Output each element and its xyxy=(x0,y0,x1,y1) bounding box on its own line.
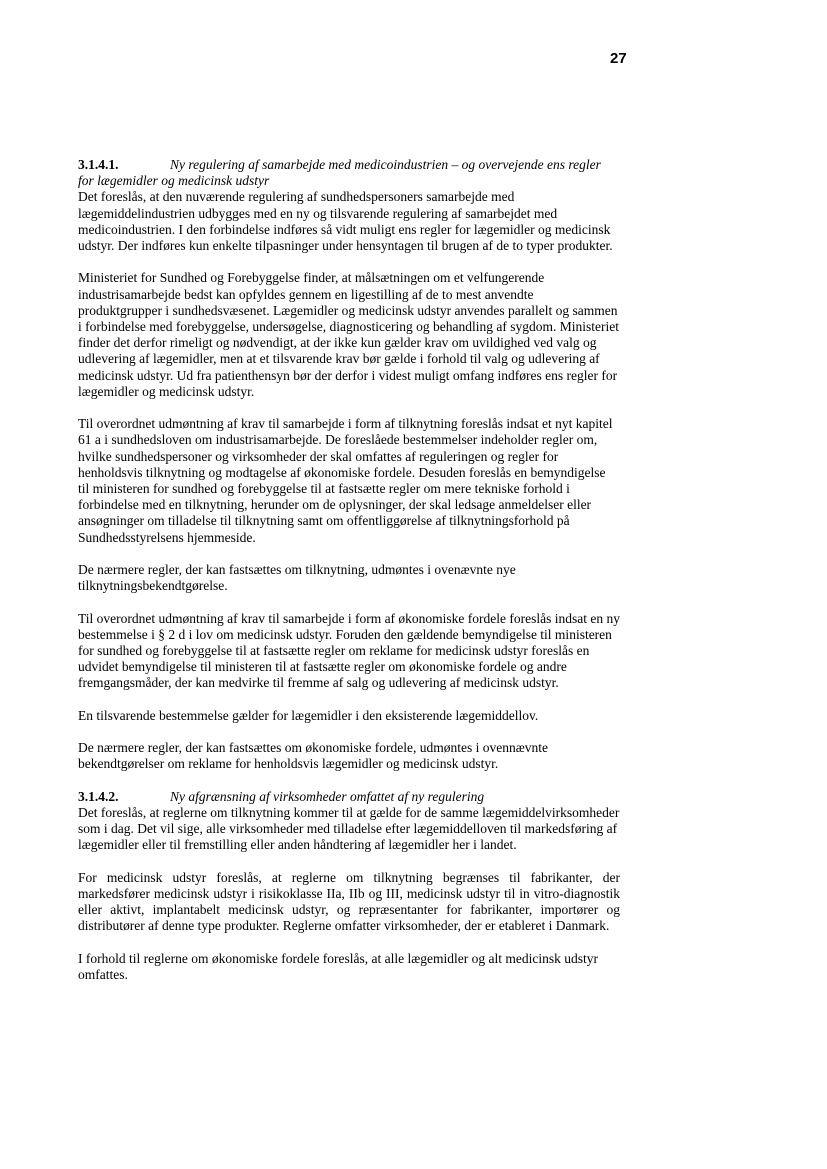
paragraph: De nærmere regler, der kan fastsættes om økonomiske fordele, udmøntes i ovennævnte bekendtgørelser om reklame for henholdsvis lægemidler og medicinsk udstyr. xyxy=(78,740,548,772)
paragraph: Det foreslås, at den nuværende regulering af sundhedspersoners samarbejde med lægemiddelindustrien udbygges med en ny og tilsvarende regulering af samarbejdet med medicoindustrien. I den forbindelse indføres så vidt muligt ens regler for lægemidler og medicinsk udstyr. Der indføres kun enkelte tilpasninger under hensyntagen til brugen af de to typer produkter. xyxy=(78,189,613,254)
section-heading-3-1-4-1 xyxy=(78,157,620,189)
paragraph: Til overordnet udmøntning af krav til samarbejde i form af tilknytning foreslås indsat et nyt kapitel 61 a i sundhedsloven om industrisamarbejde. De foreslåede bestemmelser indeholder regler om, hvilke sundhedspersoner og virksomheder der skal omfattes af reguleringen og regler for henholdsvis tilknytning og modtagelse af økonomiske fordele. Desuden foreslås en bemyndigelse til ministeren for sundhed og forebyggelse til at fastsætte regler om mere tekniske forhold i forbindelse med en tilknytning, herunder om de oplysninger, der skal ledsage anmeldelser eller ansøgninger om tilladelse til tilknytning samt om offentliggørelse af tilknytningsforhold på Sundhedsstyrelsens hjemmeside. xyxy=(78,416,613,545)
page-number: 27 xyxy=(610,50,627,67)
paragraph: Det foreslås, at reglerne om tilknytning kommer til at gælde for de samme lægemiddelvirksomheder som i dag. Det vil sige, alle virksomheder med tilladelse efter lægemiddelloven til markedsføring af lægemidler eller til fremstilling eller anden håndtering af lægemidler her i landet. xyxy=(78,805,620,853)
section-number: 3.1.4.1. xyxy=(78,157,119,172)
paragraph: I forhold til reglerne om økonomiske fordele foreslås, at alle lægemidler og alt medicinsk udstyr omfattes. xyxy=(78,950,598,983)
paragraph: De nærmere regler, der kan fastsættes om tilknytning, udmøntes i ovenævnte nye tilknytningsbekendtgørelse. xyxy=(78,562,516,594)
paragraph: En tilsvarende bestemmelse gælder for lægemidler i den eksisterende lægemiddellov. xyxy=(78,707,539,723)
paragraph: Ministeriet for Sundhed og Forebyggelse finder, at målsætningen om et velfungerende industrisamarbejde bedst kan opfyldes gennem en ligestilling af de to mest anvendte produktgrupper i sundhedsvæsenet. Lægemidler og medicinsk udstyr anvendes parallelt og sammen i forbindelse med forebyggelse, undersøgelse, diagnosticering og behandling af sygdom. Ministeriet finder det derfor rimeligt og nødvendigt, at der ikke kun gælder krav om uvildighed ved valg og udlevering af lægemidler, men at et tilsvarende krav bør gælde i forhold til valg og udlevering af medicinsk udstyr. Ud fra patienthensyn bør der derfor i videst muligt omfang indføres ens regler for lægemidler og medicinsk udstyr. xyxy=(78,270,619,399)
section-title: Ny regulering af samarbejde med medicoindustrien – og overvejende ens regler for lægemidler og medicinsk udstyr xyxy=(78,157,601,189)
paragraph: For medicinsk udstyr foreslås, at reglerne om tilknytning begrænses til fabrikanter, der markedsfører medicinsk udstyr i risikoklasse IIa, IIb og III, medicinsk udstyr til in vitro-diagnostik eller aktivt, implantabelt medicinsk udstyr, og repræsentanter for fabrikanter, importører og distributører af denne type produkter. Reglerne omfatter virksomheder, der er etableret i Danmark. xyxy=(78,869,620,934)
document-body xyxy=(78,157,620,999)
paragraph: Til overordnet udmøntning af krav til samarbejde i form af økonomiske fordele foreslås indsat en ny bestemmelse i § 2 d i lov om medicinsk udstyr. Foruden den gældende bemyndigelse til ministeren for sundhed og forebyggelse til at fastsætte regler om reklame for medicinsk udstyr foreslås en udvidet bemyndigelse til ministeren til at fastsætte regler om økonomiske fordele og andre fremgangsmåder, der kan medvirke til fremme af salg og udlevering af medicinsk udstyr. xyxy=(78,610,620,691)
section-heading-3-1-4-2 xyxy=(78,789,620,805)
section-title: Ny afgrænsning af virksomheder omfattet af ny regulering xyxy=(170,788,485,804)
section-number: 3.1.4.2. xyxy=(78,788,119,804)
